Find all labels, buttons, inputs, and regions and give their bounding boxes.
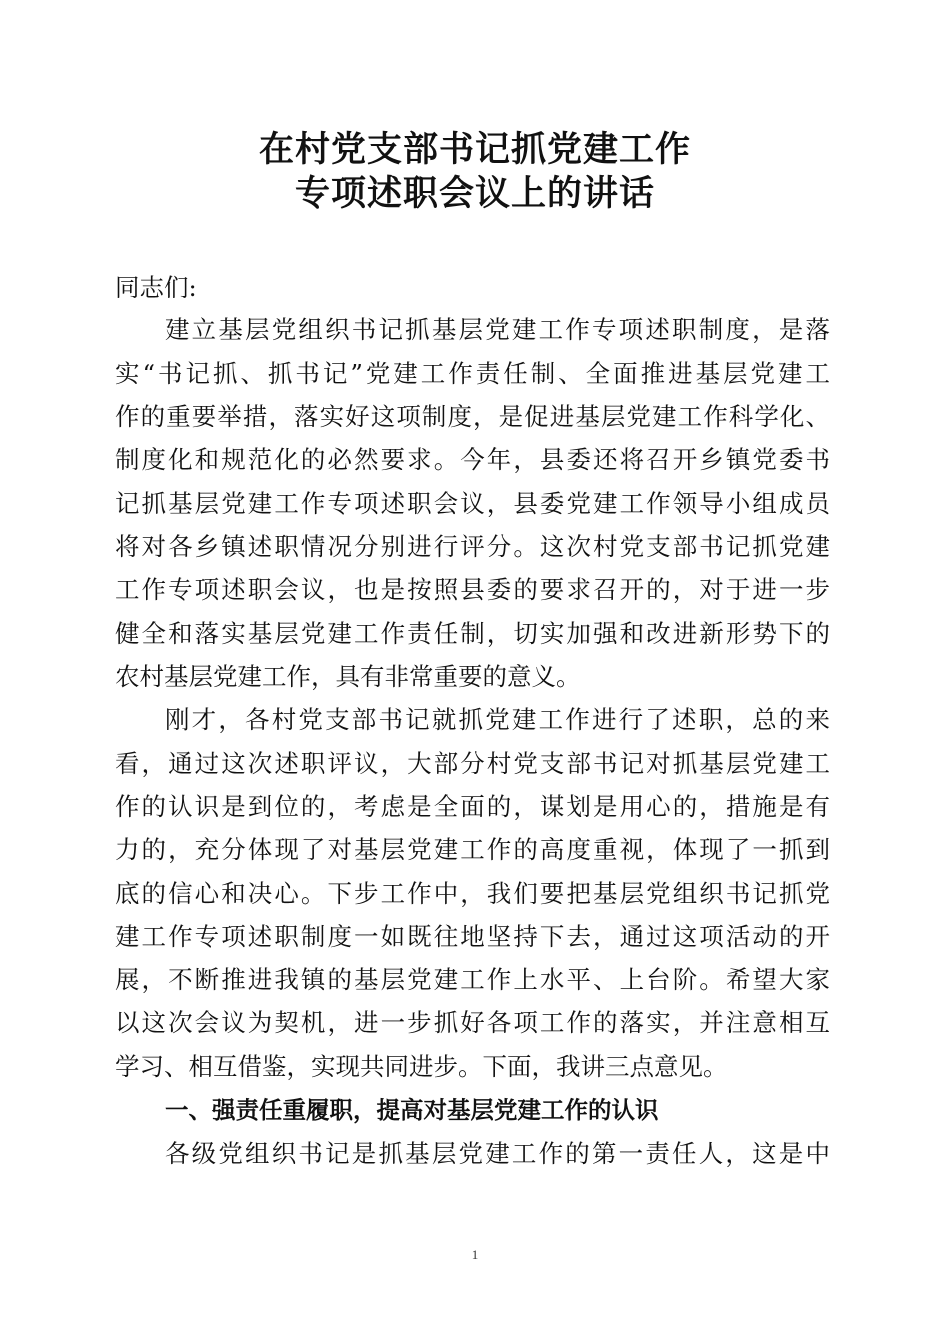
- page-number: 1: [471, 1247, 479, 1262]
- paragraph-line: 底的信心和决心。下步工作中，我们要把基层党组织书记抓党: [115, 879, 830, 908]
- paragraph-line: 刚才，各村党支部书记就抓党建工作进行了述职，总的来: [165, 705, 830, 734]
- paragraph-line: 作的认识是到位的，考虑是全面的，谋划是用心的，措施是有: [115, 792, 830, 821]
- paragraph-line: 实“书记抓、抓书记”党建工作责任制、全面推进基层党建工: [115, 359, 830, 388]
- paragraph-line: 看，通过这次述职评议，大部分村党支部书记对抓基层党建工: [115, 749, 830, 778]
- paragraph-line: 工作专项述职会议，也是按照县委的要求召开的，对于进一步: [115, 575, 830, 604]
- paragraph-line: 力的，充分体现了对基层党建工作的高度重视，体现了一抓到: [115, 835, 830, 864]
- document-title-line-2: 专项述职会议上的讲话: [294, 173, 655, 214]
- paragraph-line: 学习、相互借鉴，实现共同进步。下面，我讲三点意见。: [115, 1052, 728, 1081]
- paragraph-line: 制度化和规范化的必然要求。今年，县委还将召开乡镇党委书: [115, 445, 830, 474]
- paragraph-line: 健全和落实基层党建工作责任制，切实加强和改进新形势下的: [115, 619, 830, 648]
- document-title-line-1: 在村党支部书记抓党建工作: [258, 129, 691, 170]
- paragraph-line: 建立基层党组织书记抓基层党建工作专项述职制度，是落: [165, 315, 830, 344]
- paragraph-line: 农村基层党建工作，具有非常重要的意义。: [115, 662, 581, 691]
- paragraph-line: 以这次会议为契机，进一步抓好各项工作的落实，并注意相互: [115, 1008, 830, 1037]
- section-heading: 一、强责任重履职，提高对基层党建工作的认识: [165, 1096, 659, 1124]
- paragraph-line: 各级党组织书记是抓基层党建工作的第一责任人，这是中: [165, 1139, 830, 1168]
- paragraph-line: 记抓基层党建工作专项述职会议，县委党建工作领导小组成员: [115, 489, 830, 518]
- salutation: 同志们:: [115, 273, 197, 302]
- paragraph-line: 作的重要举措，落实好这项制度，是促进基层党建工作科学化、: [115, 402, 830, 431]
- paragraph-line: 建工作专项述职制度一如既往地坚持下去，通过这项活动的开: [115, 922, 830, 951]
- paragraph-line: 将对各乡镇述职情况分别进行评分。这次村党支部书记抓党建: [115, 532, 830, 561]
- paragraph-line: 展，不断推进我镇的基层党建工作上水平、上台阶。希望大家: [115, 965, 830, 994]
